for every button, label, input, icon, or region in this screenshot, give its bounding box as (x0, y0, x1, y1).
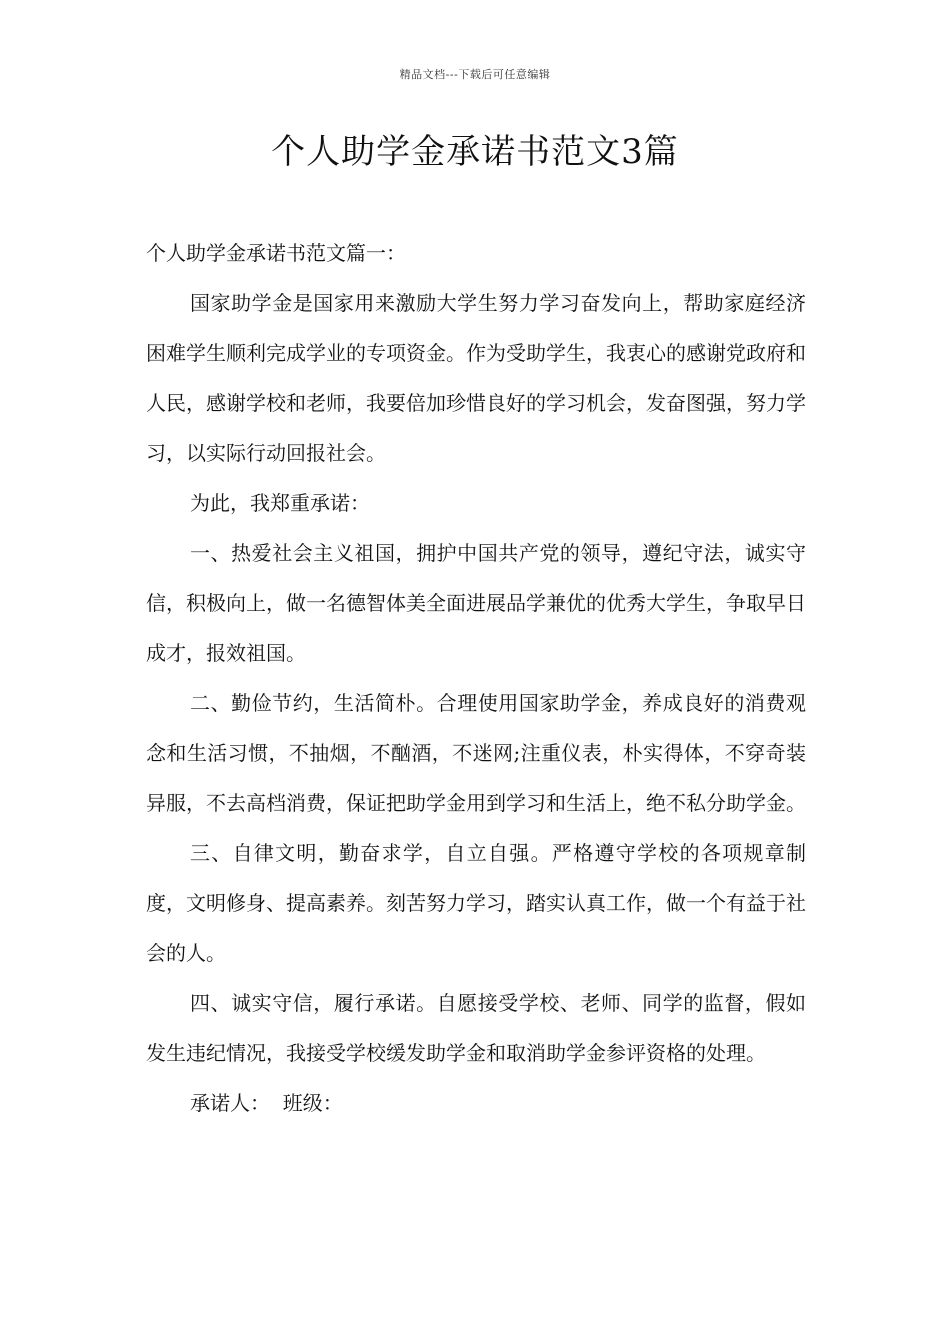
document-title: 个人助学金承诺书范文3篇 (271, 132, 679, 172)
section-heading: 个人助学金承诺书范文篇一： (146, 241, 406, 265)
paragraph-pledge-4: 四、诚实守信，履行承诺。自愿接受学校、老师、同学的监督，假如发生违纪情况，我接受学校缓发助学金和取消助学金参评资格的处理。 (146, 991, 806, 1065)
paragraph-pledge-lead: 为此，我郑重承诺： (190, 491, 370, 515)
document-body (146, 228, 806, 1128)
paragraph-pledge-2: 二、勤俭节约，生活简朴。合理使用国家助学金，养成良好的消费观念和生活习惯，不抽烟，不酗酒，不迷网;注重仪表，朴实得体，不穿奇装异服，不去高档消费，保证把助学金用到学习和生活上，绝不私分助学金。 (146, 691, 806, 815)
header-note: 精品文档---下载后可任意编辑 (399, 68, 551, 81)
paragraph-intro: 国家助学金是国家用来激励大学生努力学习奋发向上，帮助家庭经济困难学生顺利完成学业的专项资金。作为受助学生，我衷心的感谢党政府和人民，感谢学校和老师，我要倍加珍惜良好的学习机会，发奋图强，努力学习，以实际行动回报社会。 (146, 291, 806, 465)
signature-line: 承诺人： 班级： (190, 1091, 343, 1115)
paragraph-pledge-3: 三、自律文明，勤奋求学，自立自强。严格遵守学校的各项规章制度，文明修身、提高素养。刻苦努力学习，踏实认真工作，做一个有益于社会的人。 (146, 841, 806, 965)
paragraph-pledge-1: 一、热爱社会主义祖国，拥护中国共产党的领导，遵纪守法，诚实守信，积极向上，做一名德智体美全面进展品学兼优的优秀大学生，争取早日成才，报效祖国。 (146, 541, 806, 665)
